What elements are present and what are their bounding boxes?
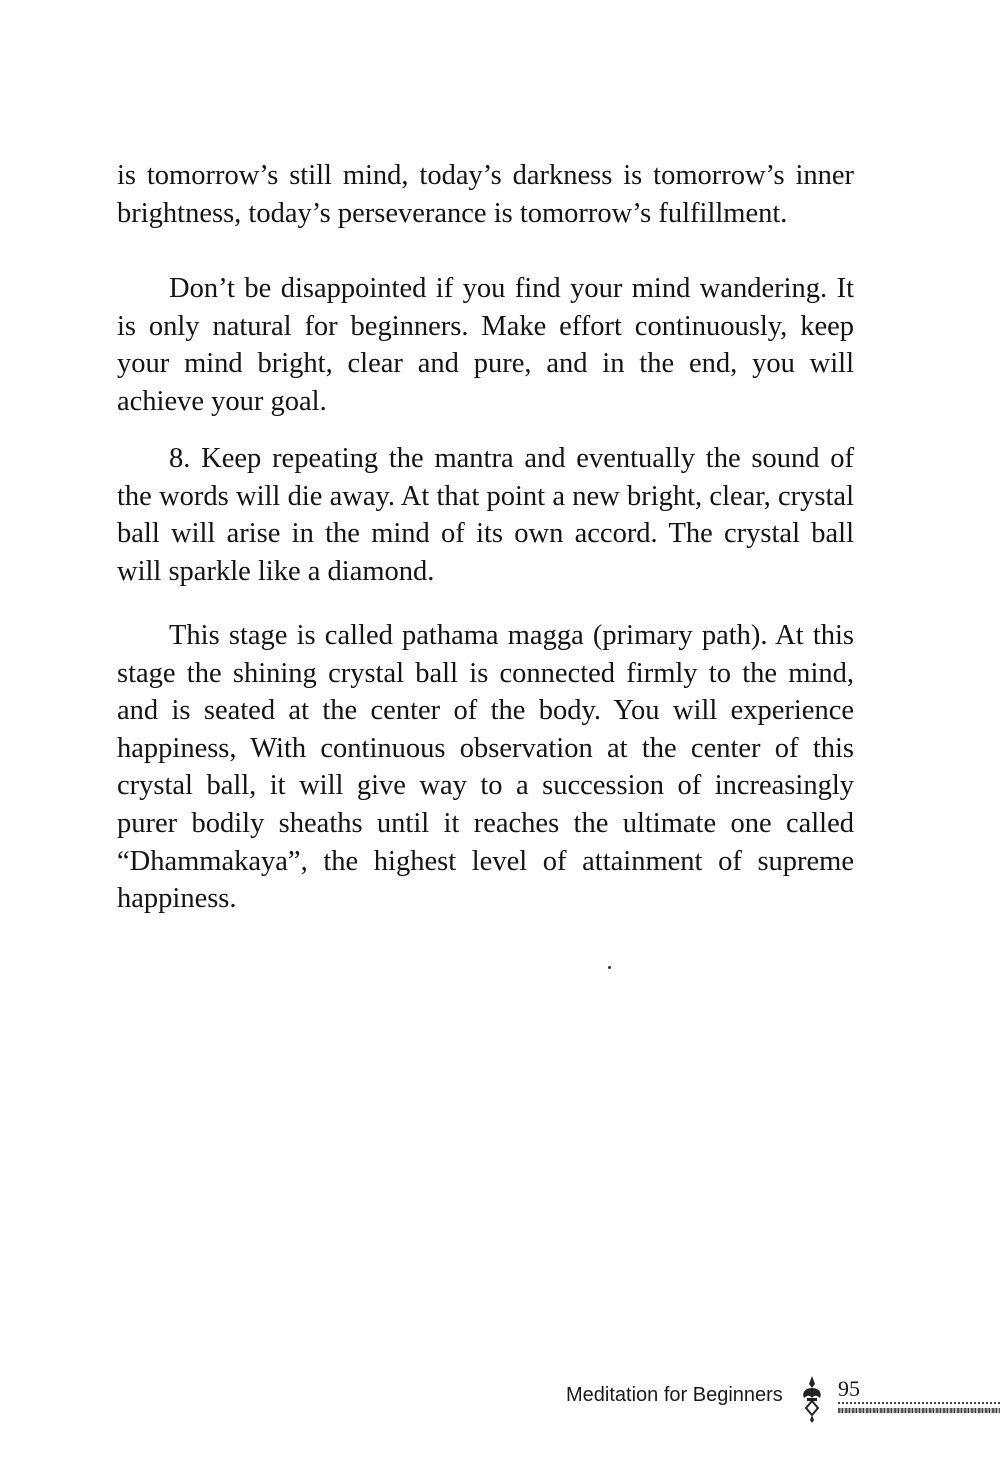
footer-decorative-band [838,1408,1000,1413]
stray-ink-dot [608,966,611,969]
page-number: 95 [838,1376,860,1401]
page-footer [0,1372,1000,1432]
paragraph-continuation: is tomorrow’s still mind, today’s darkness is tomorrow’s inner brightness, today’s perseverance is tomorrow’s fulfillment. [117,160,854,229]
paragraph-step-8: 8. Keep repeating the mantra and eventually the sound of the words will die away. At that point a new bright, clear, crystal ball will arise in the mind of its own accord. The crystal ball will sparkle like a diamond. [117,443,854,587]
footer-dotted-rule [838,1402,1000,1404]
paragraph-wandering-mind: Don’t be disappointed if you find your mind wandering. It is only natural for beginners. Make effort continuously, keep your mind bright, clear and pure, and in the end, you will achieve your goal. [117,273,854,417]
lotus-ornament-icon [800,1374,824,1424]
footer-book-title: Meditation for Beginners [566,1384,783,1406]
paragraph-pathama-magga: This stage is called pathama magga (primary path). At this stage the shining crystal ball is connected firmly to the mind, and is seated at the center of the body. You will experience happiness, With continuous observation at the center of this crystal ball, it will give way to a succession of increasingly purer bodily sheaths until it reaches the ultimate one called “Dhammakaya”, the highest level of attainment of supreme happiness. [117,620,854,915]
